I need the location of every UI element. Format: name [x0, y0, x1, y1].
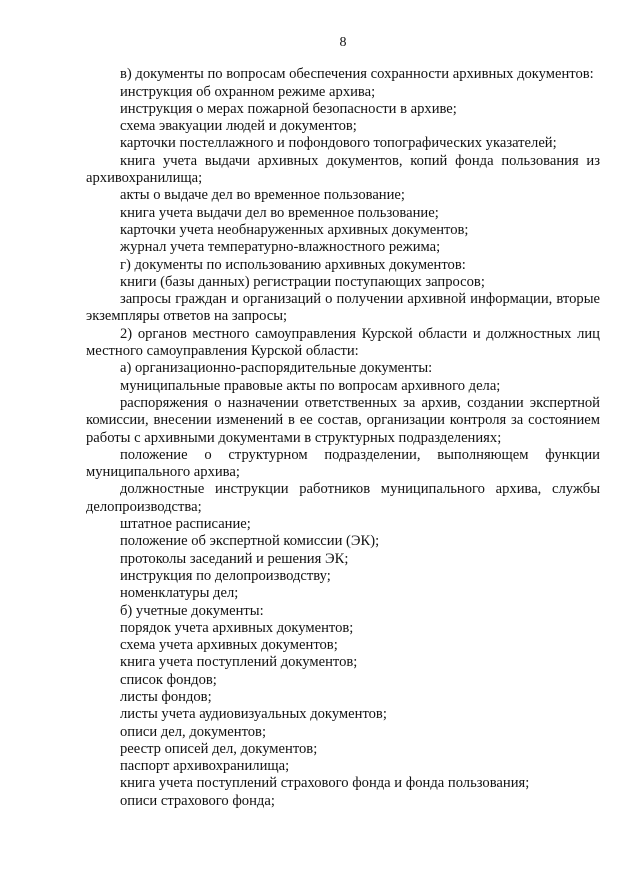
paragraph: карточки учета необнаруженных архивных документов; — [120, 221, 469, 238]
paragraph: запросы граждан и организаций о получении архивной информации, вторые экземпляры ответов на запросы; — [86, 291, 600, 325]
paragraph: паспорт архивохранилища; — [120, 758, 290, 775]
paragraph: книга учета выдачи дел во временное пользование; — [120, 204, 439, 221]
paragraph: схема эвакуации людей и документов; — [120, 118, 357, 135]
paragraph: инструкция об охранном режиме архива; — [120, 83, 376, 100]
paragraph: в) документы по вопросам обеспечения сохранности архивных документов: — [120, 66, 594, 83]
paragraph: книга учета поступлений документов; — [120, 654, 358, 671]
paragraph: реестр описей дел, документов; — [120, 740, 318, 757]
paragraph: книга учета поступлений страхового фонда и фонда пользования; — [120, 775, 530, 792]
page-number: 8 — [339, 35, 347, 50]
paragraph: б) учетные документы: — [120, 602, 264, 619]
paragraph: описи страхового фонда; — [120, 792, 275, 809]
paragraph: описи дел, документов; — [120, 723, 266, 740]
paragraph: инструкция по делопроизводству; — [120, 567, 331, 584]
paragraph: г) документы по использованию архивных документов: — [120, 256, 466, 273]
paragraph: журнал учета температурно-влажностного режима; — [120, 239, 441, 256]
paragraph: карточки постеллажного и пофондового топографических указателей; — [120, 135, 557, 152]
paragraph: распоряжения о назначении ответственных за архив, создании экспертной комиссии, внесении изменений в ее состав, организации контроля за состоянием работы с архивными документами в структурных подразделениях; — [86, 394, 600, 446]
paragraph: акты о выдаче дел во временное пользование; — [120, 187, 405, 204]
paragraph: 2) органов местного самоуправления Курской области и должностных лиц местного самоуправления Курской области: — [86, 325, 600, 360]
paragraph: список фондов; — [120, 671, 217, 688]
paragraph: схема учета архивных документов; — [120, 637, 338, 654]
paragraph: а) организационно-распорядительные документы: — [120, 360, 433, 377]
paragraph: листы фондов; — [120, 688, 212, 705]
paragraph: положение о структурном подразделении, выполняющем функции муниципального архива; — [86, 446, 600, 481]
paragraph: штатное расписание; — [120, 516, 251, 533]
paragraph: инструкция о мерах пожарной безопасности в архиве; — [120, 100, 457, 117]
paragraph: положение об экспертной комиссии (ЭК); — [120, 533, 380, 550]
paragraph: листы учета аудиовизуальных документов; — [120, 706, 387, 723]
document-body — [86, 66, 600, 810]
paragraph: книги (базы данных) регистрации поступающих запросов; — [120, 273, 485, 290]
paragraph: протоколы заседаний и решения ЭК; — [120, 550, 349, 567]
paragraph: муниципальные правовые акты по вопросам архивного дела; — [120, 377, 501, 394]
paragraph: книга учета выдачи архивных документов, копий фонда пользования из архивохранилища; — [86, 152, 600, 187]
paragraph: порядок учета архивных документов; — [120, 619, 354, 636]
paragraph: номенклатуры дел; — [120, 585, 239, 602]
paragraph: должностные инструкции работников муниципального архива, службы делопроизводства; — [86, 481, 600, 515]
